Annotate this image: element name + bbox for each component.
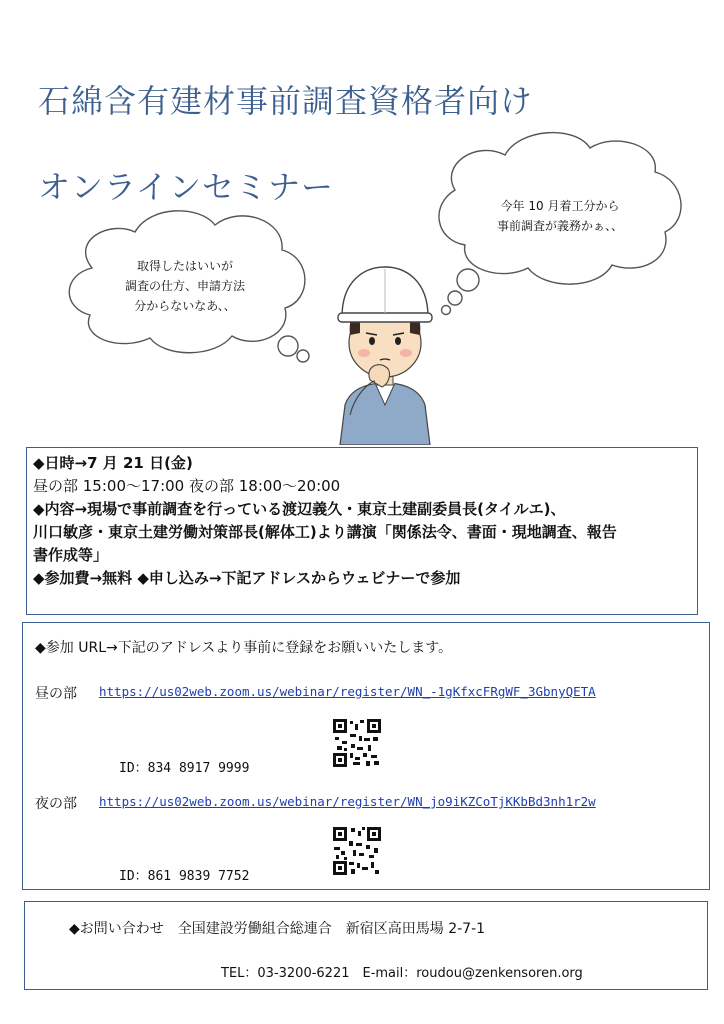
left-bubble-line: 分からないなあ、、 (134, 299, 236, 313)
right-bubble-line: 事前調査が義務かぁ、、 (496, 219, 623, 233)
event-details-box (26, 447, 698, 615)
day-qr-code-icon (333, 719, 381, 767)
left-thought-dot-small (297, 350, 309, 362)
event-fee-and-application: ◆参加費→無料 ◆申し込み→下記アドレスからウェビナーで参加 (33, 569, 461, 587)
right-bubble-line: 今年 10 月着工分から (500, 199, 620, 213)
night-session-id: ID：861 9839 7752 (119, 869, 250, 884)
page-title-line1: 石綿含有建材事前調査資格者向け (38, 82, 534, 120)
event-times: 昼の部 15:00〜17:00 夜の部 18:00〜20:00 (33, 477, 341, 495)
left-thought-dot-large (278, 336, 298, 356)
right-thought-dot-large (457, 269, 479, 291)
event-content-line1: ◆内容→現場で事前調査を行っている渡辺義久・東京土建副委員長(タイルエ)、 (33, 500, 566, 518)
night-session-label: 夜の部 (35, 796, 77, 812)
event-content-line2: 川口敏彦・東京土建労働対策部長(解体工)より講演「関係法令、書面・現地調査、報告 (33, 523, 617, 541)
right-bubble-text (470, 196, 650, 236)
worker-illustration (320, 255, 450, 445)
contact-organization: ◆お問い合わせ 全国建設労働組合総連合 新宿区高田馬場 2-7-1 (69, 921, 486, 937)
contact-phone-email: TEL：03-3200-6221 E-mail：roudou@zenkensoren.org (221, 966, 583, 981)
day-session-url-link[interactable]: https://us02web.zoom.us/webinar/register/WN_-1gKfxcFRgWF_3GbnyQETA (99, 684, 596, 699)
night-qr-code-icon (333, 827, 381, 875)
day-session-id: ID：834 8917 9999 (119, 761, 250, 776)
event-date: ◆日時→7 月 21 日(金) (33, 454, 193, 472)
day-session-label: 昼の部 (35, 686, 77, 702)
registration-box (22, 622, 710, 890)
page-title-line2: オンラインセミナー (38, 168, 335, 206)
registration-intro: ◆参加 URL→下記のアドレスより事前に登録をお願いいたします。 (35, 640, 453, 656)
event-content-line3: 書作成等」 (33, 546, 109, 564)
contact-box (24, 901, 708, 990)
left-bubble-line: 調査の仕方、申請方法 (124, 279, 245, 293)
night-session-url-link[interactable]: https://us02web.zoom.us/webinar/register/WN_jo9iKZCoTjKKbBd3nh1r2w (99, 794, 596, 809)
left-bubble-text (100, 256, 270, 316)
right-thought-dot-medium (448, 291, 462, 305)
left-bubble-line: 取得したはいいが (136, 259, 233, 273)
